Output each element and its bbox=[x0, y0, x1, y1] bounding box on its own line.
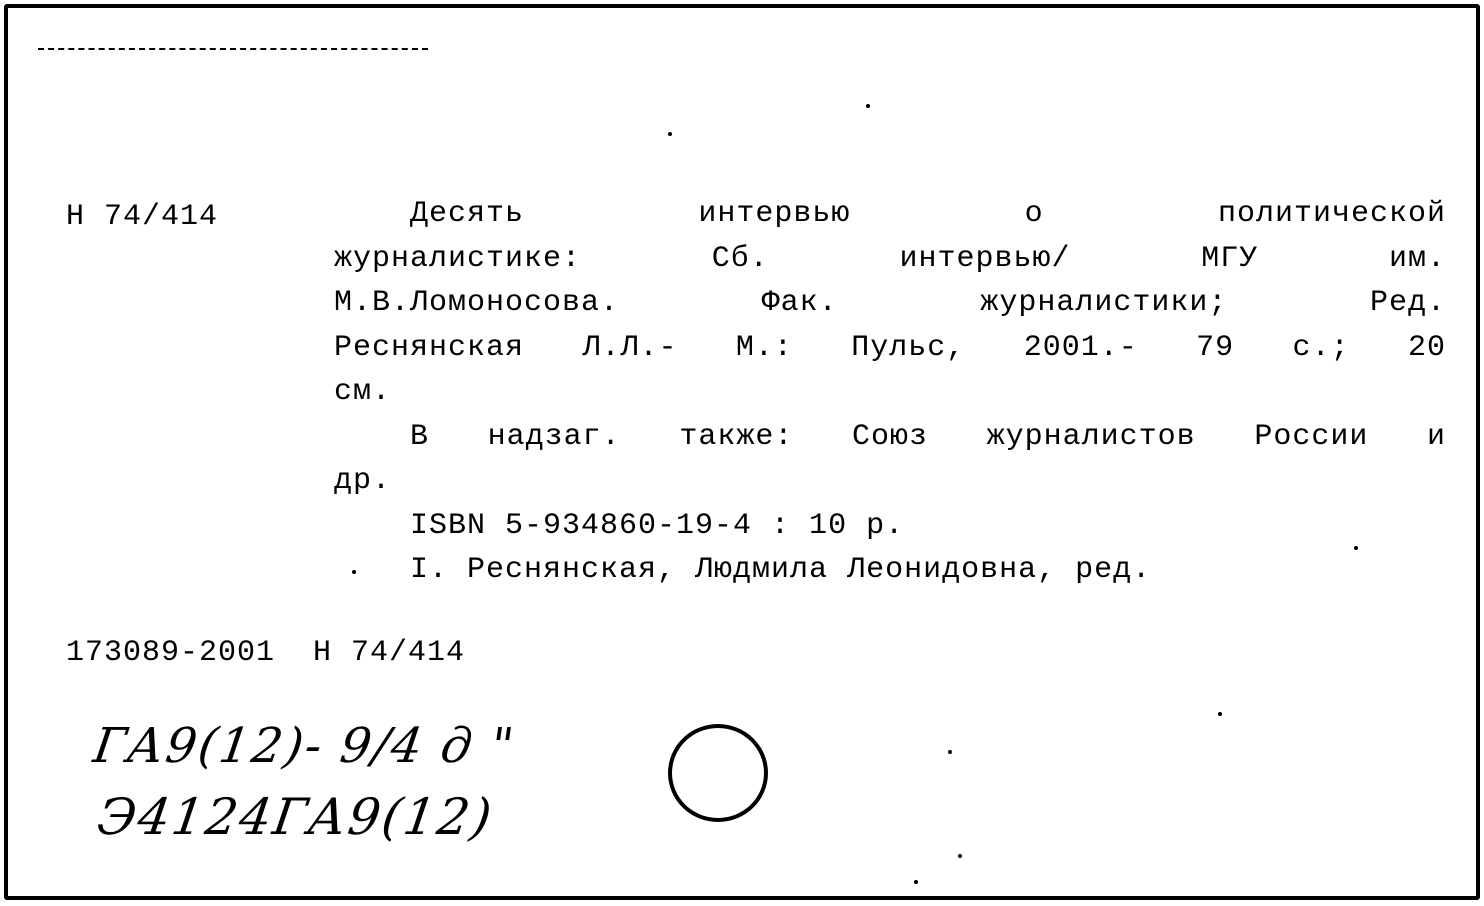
speck bbox=[1218, 712, 1222, 716]
speck bbox=[958, 854, 962, 858]
speck bbox=[352, 570, 356, 574]
speck bbox=[668, 132, 672, 136]
handwritten-note-2: Э4124ГА9(12) bbox=[93, 788, 498, 846]
top-rule bbox=[38, 48, 428, 50]
isbn-line: ISBN 5-934860-19-4 : 10 р. bbox=[410, 508, 905, 543]
title-line-4: Реснянская Л.Л.- М.: Пульс, 2001.- 79 с.; 20 bbox=[334, 330, 1446, 365]
handwritten-note-1: ГА9(12)- 9/4 д " bbox=[90, 718, 519, 774]
accession-number: 173089-2001 Н 74/414 bbox=[66, 636, 466, 670]
title-line-3: М.В.Ломоносова. Фак. журналистики; Ред. bbox=[334, 286, 1446, 320]
circle-mark bbox=[668, 724, 768, 822]
speck bbox=[948, 750, 952, 754]
bibliographic-entry bbox=[334, 192, 1446, 593]
speck bbox=[914, 880, 918, 884]
catalog-card bbox=[4, 4, 1480, 900]
title-line-1: Десять интервью о политической bbox=[410, 197, 1446, 231]
title-line-5: см. bbox=[334, 375, 392, 409]
speck bbox=[1354, 546, 1358, 550]
title-line-2: журналистике: Сб. интервью/ МГУ им. bbox=[334, 241, 1446, 276]
note-line-2: др. bbox=[334, 464, 392, 498]
note-line-1: В надзаг. также: Союз журналистов России и bbox=[410, 419, 1446, 454]
editor-line: I. Реснянская, Людмила Леонидовна, ред. bbox=[410, 553, 1152, 587]
shelfmark: Н 74/414 bbox=[66, 200, 219, 234]
speck bbox=[866, 104, 870, 108]
